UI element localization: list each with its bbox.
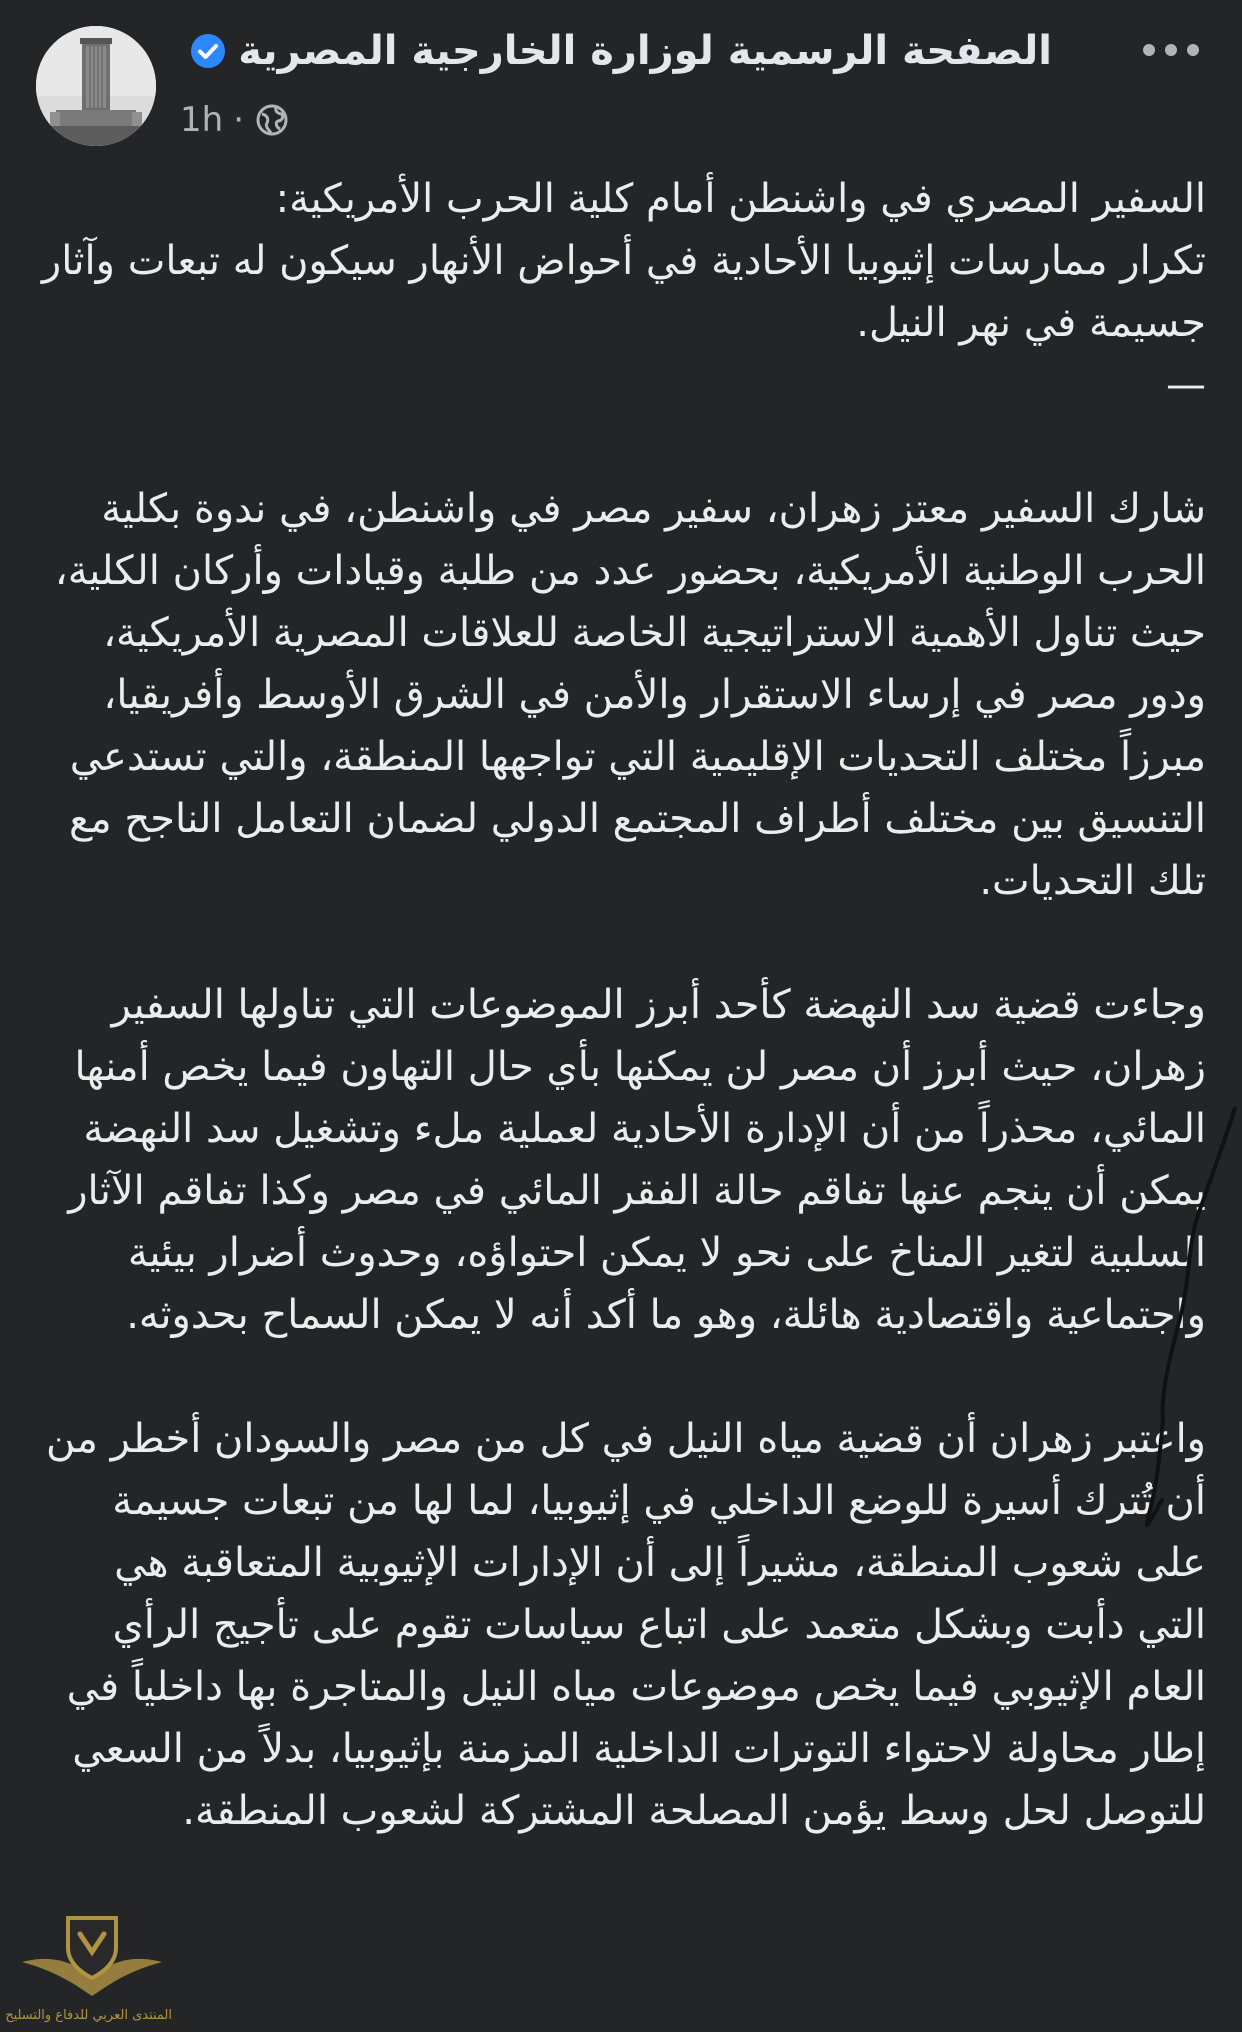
page-name-row: [188, 28, 1052, 74]
forum-watermark-logo: [5, 1900, 172, 2030]
watermark-text: المنتدى العربي للدفاع والتسليح: [5, 2008, 172, 2023]
post-paragraph-1: شارك السفير معتز زهران، سفير مصر في واشنطن، في ندوة بكلية الحرب الوطنية الأمريكية، بحضور عدد من طلبة وقيادات وأركان الكلية، حيث تناول الأهمية الاستراتيجية الخاصة للعلاقات المصرية الأمريكية، ودور مصر في إرساء الاستقرار والأمن في الشرق الأوسط وأفريقيا، مبرزاً مختلف التحديات الإقليمية التي تواجهها المنطقة، والتي تستدعي التنسيق بين مختلف أطراف المجتمع الدولي لضمان التعامل الناجح مع تلك التحديات.: [54, 486, 1206, 904]
post-headline-line-2: تكرار ممارسات إثيوبيا الأحادية في أحواض الأنهار سيكون له تبعات وآثار جسيمة في نهر النيل.: [41, 238, 1206, 346]
post-body: [40, 168, 1206, 1842]
ministry-building-image: [36, 26, 156, 146]
post-header: [0, 0, 1242, 160]
post-time[interactable]: 1h: [180, 100, 224, 140]
post-paragraph-2: وجاءت قضية سد النهضة كأحد أبرز الموضوعات التي تناولها السفير زهران، حيث أبرز أن مصر لن يمكنها بأي حال التهاون فيما يخص أمنها المائي، محذراً من أن الإدارة الأحادية لعملية ملء وتشغيل سد النهضة يمكن أن ينجم عنها تفاقم حالة الفقر المائي في مصر وكذا تفاقم الآثار السلبية لتغير المناخ على نحو لا يمكن احتواؤه، وحدوث أضرار بيئية واجتماعية واقتصادية هائلة، وهو ما أكد أنه لا يمكن السماح بحدوثه.: [68, 982, 1206, 1338]
page-avatar[interactable]: [36, 26, 156, 146]
more-options-button[interactable]: [1136, 30, 1206, 70]
meta-separator: ·: [233, 100, 244, 140]
globe-icon[interactable]: [254, 102, 290, 138]
verified-badge-icon: [188, 31, 228, 71]
post-meta: [180, 100, 290, 140]
post-headline-line-1: السفير المصري في واشنطن أمام كلية الحرب الأمريكية:: [275, 176, 1206, 222]
page-name[interactable]: الصفحة الرسمية لوزارة الخارجية المصرية: [238, 28, 1052, 74]
eagle-shield-logo: [12, 1900, 172, 2010]
post-paragraph-3: واعتبر زهران أن قضية مياه النيل في كل من مصر والسودان أخطر من أن تُترك أسيرة للوضع الداخلي في إثيوبيا، لما لها من تبعات جسيمة على شعوب المنطقة، مشيراً إلى أن الإدارات الإثيوبية المتعاقبة هي التي دأبت وبشكل متعمد على اتباع سياسات تقوم على تأجيج الرأي العام الإثيوبي فيما يخص موضوعات مياه النيل والمتاجرة بها داخلياً في إطار محاولة لاحتواء التوترات الداخلية المزمنة بإثيوبيا، بدلاً من السعي للتوصل لحل وسط يؤمن المصلحة المشتركة لشعوب المنطقة.: [46, 1416, 1206, 1834]
more-dots-icon: [1136, 30, 1206, 70]
post-divider: —: [1166, 362, 1206, 408]
